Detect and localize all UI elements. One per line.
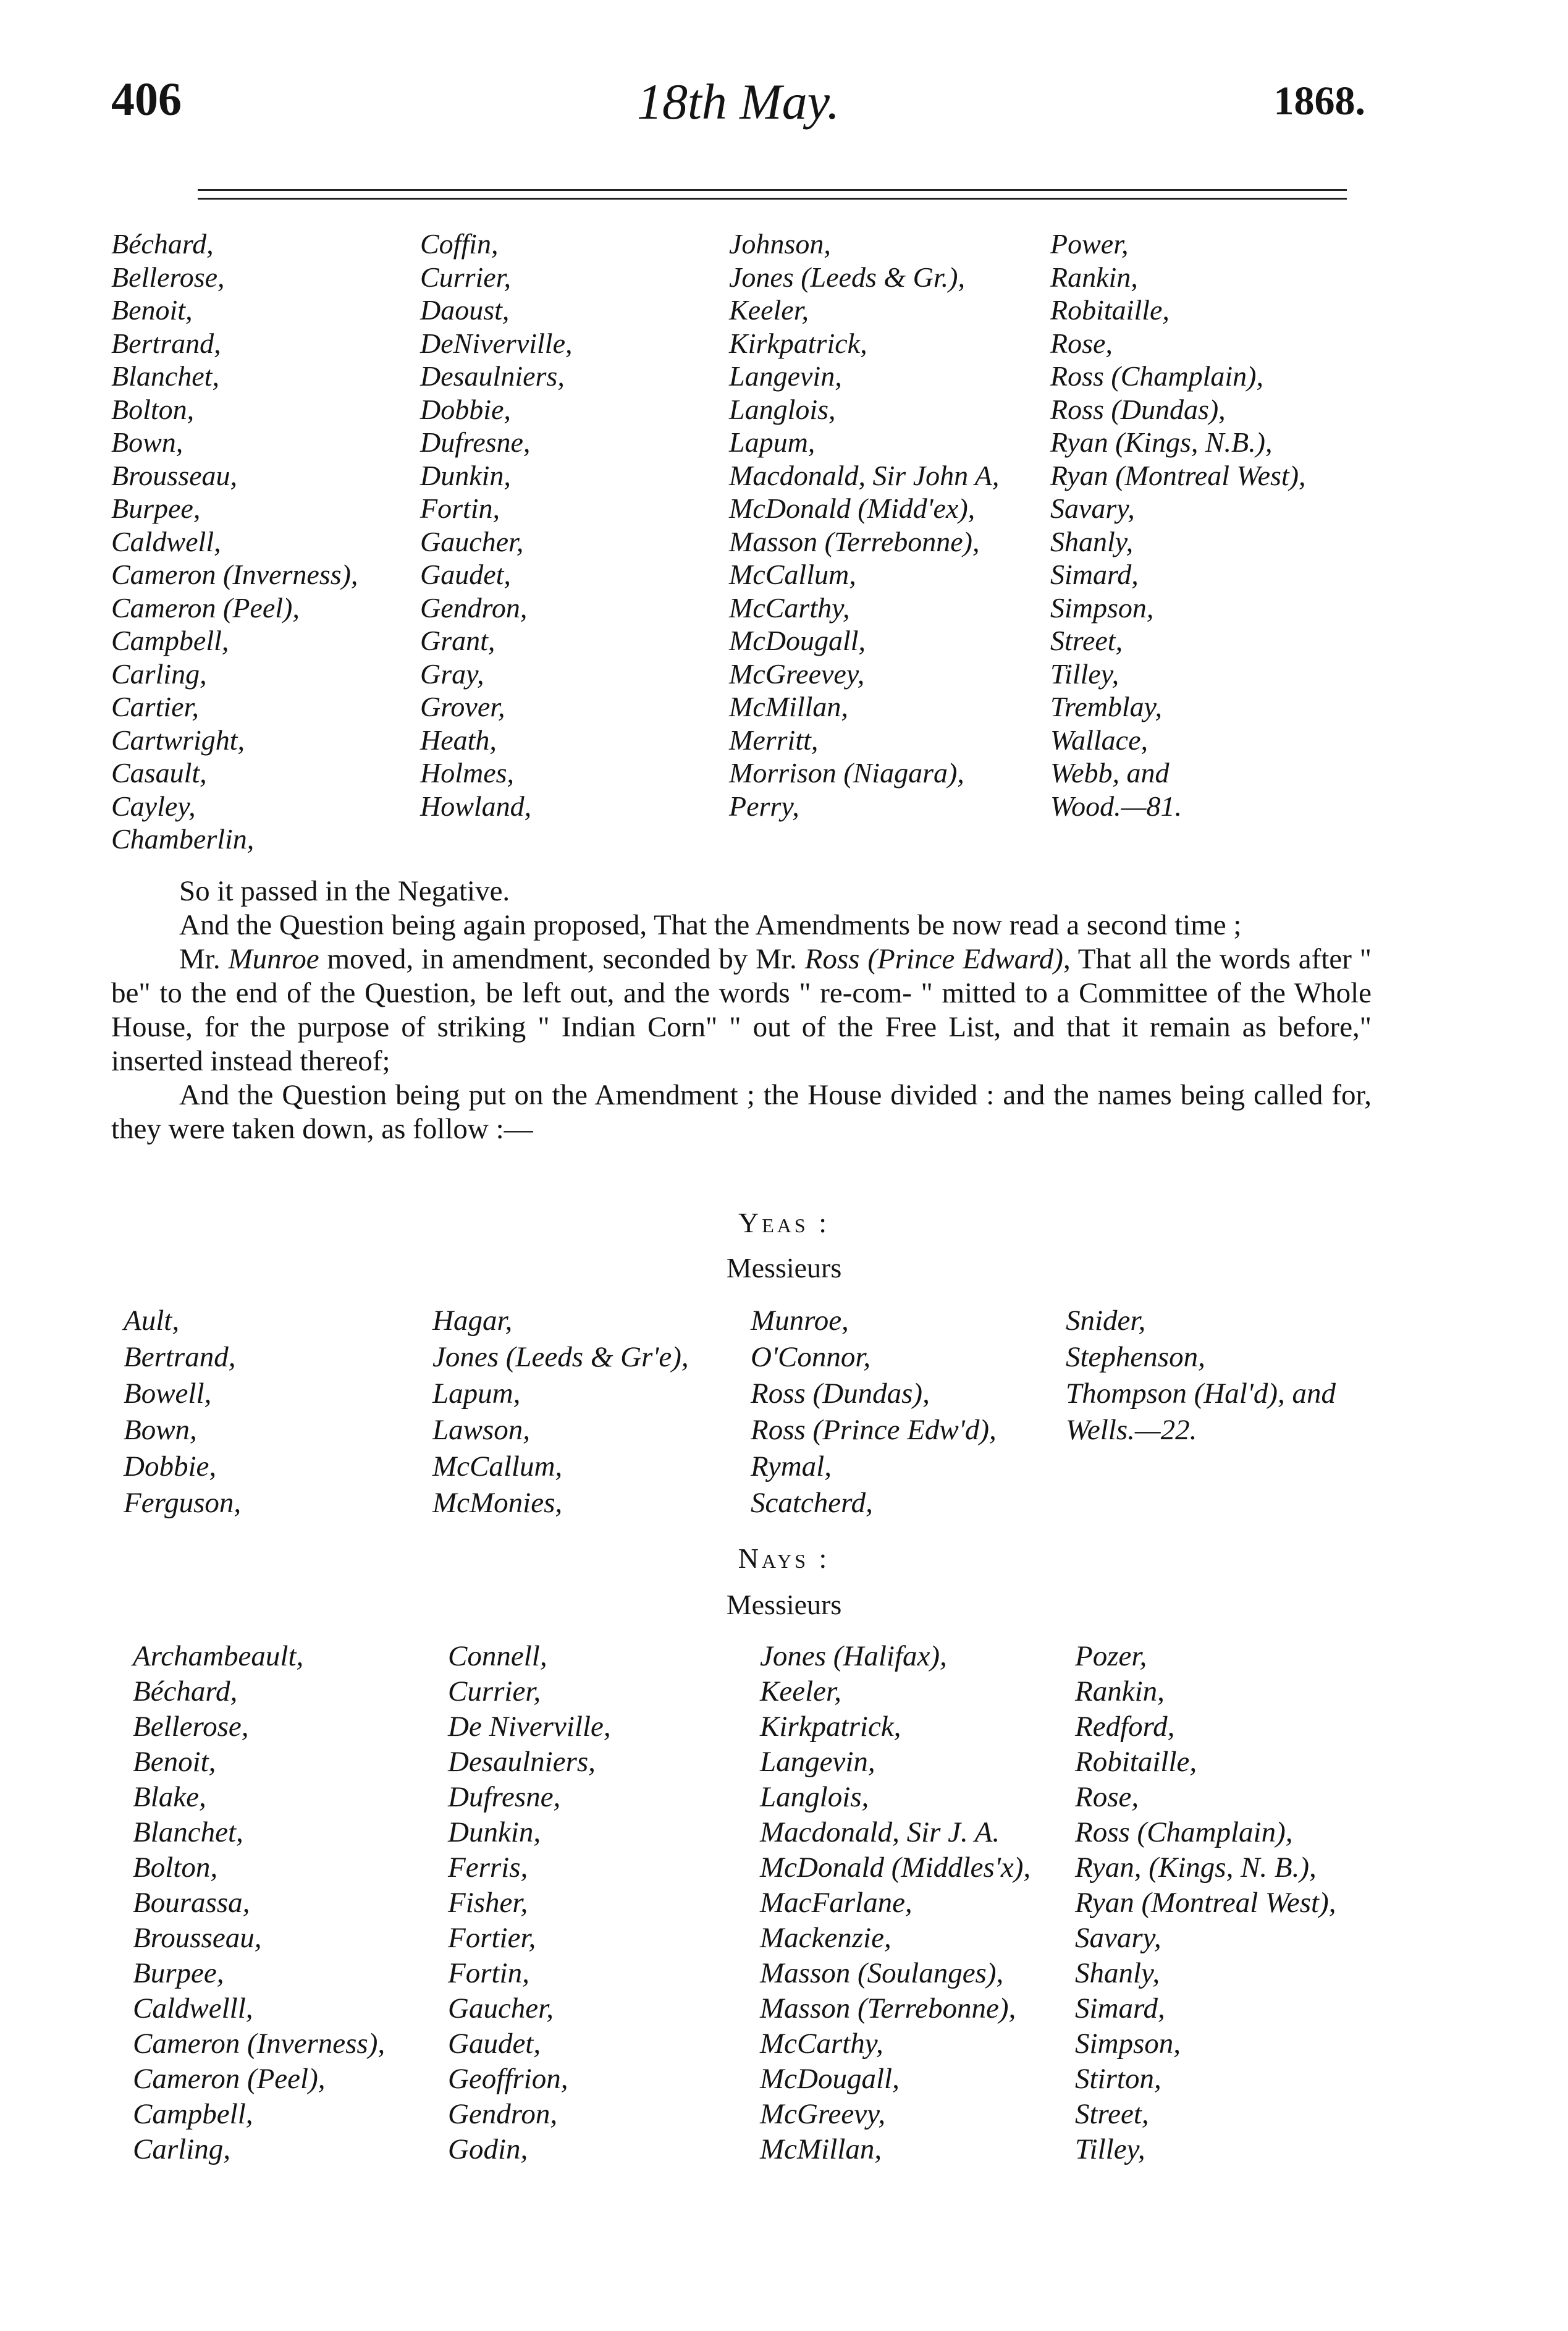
member-name: Dobbie,	[420, 393, 511, 425]
member-name: McCallum,	[432, 1450, 563, 1483]
member-name: Macdonald, Sir J. A.	[760, 1816, 1000, 1848]
member-name: Dobbie,	[124, 1450, 217, 1483]
member-name: Macdonald, Sir John A,	[729, 459, 1000, 491]
member-name: Ault,	[124, 1305, 180, 1337]
member-name: McMillan,	[729, 691, 848, 722]
member-name: Mackenzie,	[760, 1922, 891, 1954]
member-name: Bertrand,	[124, 1341, 236, 1373]
member-name: Ross (Champlain),	[1050, 360, 1263, 392]
seconder-name: Ross (Prince Edward)	[804, 943, 1063, 975]
nays-column-4	[1075, 1639, 1336, 2167]
member-name: Webb, and	[1050, 757, 1170, 789]
member-name: Wood.—81.	[1050, 790, 1182, 822]
member-name: Currier,	[420, 261, 511, 293]
member-name: McCallum,	[729, 559, 856, 590]
motion-text-c: , That all the words after " be" to the end of the Question, be left out, and the words " re-com- " mitted to a Committee of the Whole House, for the purpose of striking " Indian Corn" " out of the Free List, and that it remain as before," inserted instead thereof;	[111, 943, 1372, 1077]
yeas-column-4	[1066, 1303, 1336, 1449]
member-name: Ryan (Montreal West),	[1075, 1887, 1336, 1919]
member-name: Lawson,	[432, 1414, 531, 1446]
member-name: Munroe,	[751, 1305, 849, 1337]
header-rule-top	[198, 189, 1347, 191]
member-name: Simpson,	[1075, 2028, 1181, 2060]
member-name: Rankin,	[1075, 1675, 1165, 1707]
member-name: Gendron,	[420, 591, 528, 624]
nays-heading: Nays :	[738, 1542, 830, 1574]
member-name: Benoit,	[111, 294, 193, 326]
member-name: Robitaille,	[1050, 294, 1170, 326]
member-name: Shanly,	[1075, 1957, 1160, 1989]
member-name: Campbell,	[111, 625, 229, 656]
member-name: Simard,	[1075, 1992, 1165, 2024]
member-name: Grover,	[420, 691, 505, 722]
member-name: Kirkpatrick,	[760, 1711, 901, 1743]
member-name: Currier,	[448, 1675, 541, 1707]
member-name: Bellerose,	[133, 1711, 249, 1743]
member-name: Lapum,	[432, 1377, 521, 1410]
member-name: Rymal,	[751, 1450, 832, 1483]
member-name: Cayley,	[111, 790, 196, 822]
member-name: Connell,	[448, 1640, 547, 1672]
member-name: Redford,	[1075, 1711, 1175, 1743]
member-name: Savary,	[1075, 1922, 1161, 1954]
member-name: Tilley,	[1075, 2133, 1145, 2165]
member-name: McGreevy,	[760, 2098, 886, 2130]
member-name: Gray,	[420, 658, 484, 690]
member-name: Ryan (Montreal West),	[1050, 459, 1306, 491]
member-name: Morrison (Niagara),	[729, 757, 964, 789]
member-name: Street,	[1075, 2098, 1149, 2130]
member-name: Simard,	[1050, 559, 1139, 590]
member-name: McMonies,	[432, 1487, 563, 1519]
member-name: Masson (Terrebonne),	[760, 1992, 1016, 2024]
member-name: Ross (Dundas),	[1050, 393, 1226, 425]
member-name: Gaucher,	[420, 525, 524, 557]
member-name: McDougall,	[760, 2063, 900, 2095]
member-name: Cameron (Peel),	[111, 591, 300, 624]
member-name: Dunkin,	[448, 1816, 541, 1848]
yeas-column-1	[124, 1303, 241, 1521]
member-name: Daoust,	[420, 294, 510, 326]
member-name: Desaulniers,	[448, 1746, 596, 1778]
member-name: Tremblay,	[1050, 691, 1163, 722]
name-column-1	[111, 227, 358, 856]
member-name: Rose,	[1050, 327, 1113, 359]
page-number: 406	[111, 74, 182, 125]
member-name: Coffin,	[420, 228, 499, 260]
page-date-title: 18th May.	[637, 74, 840, 130]
member-name: Rankin,	[1050, 261, 1138, 293]
motion-text-a: Mr.	[179, 943, 229, 975]
member-name: Casault,	[111, 757, 207, 789]
member-name: Wells.—22.	[1066, 1414, 1197, 1446]
member-name: Godin,	[448, 2133, 528, 2165]
member-name: Bolton,	[111, 393, 195, 425]
member-name: Caldwell,	[111, 525, 221, 557]
member-name: Béchard,	[133, 1675, 238, 1707]
member-name: Langevin,	[760, 1746, 875, 1778]
member-name: Scatcherd,	[751, 1487, 873, 1519]
member-name: Gendron,	[448, 2098, 558, 2130]
member-name: Langlois,	[760, 1781, 869, 1813]
member-name: Cameron (Inverness),	[133, 2028, 386, 2060]
member-name: Blanchet,	[133, 1816, 243, 1848]
member-name: Keeler,	[760, 1675, 841, 1707]
member-name: Howland,	[420, 790, 532, 822]
member-name: Savary,	[1050, 493, 1135, 524]
member-name: MacFarlane,	[760, 1887, 913, 1919]
member-name: De Niverville,	[448, 1711, 611, 1743]
member-name: Dunkin,	[420, 459, 511, 491]
yeas-column-3	[751, 1303, 997, 1521]
member-name: Gaudet,	[420, 559, 511, 590]
member-name: Jones (Leeds & Gr'e),	[432, 1341, 689, 1373]
nays-column-2	[448, 1639, 611, 2167]
member-name: Béchard,	[111, 228, 214, 260]
name-column-4	[1050, 227, 1306, 823]
member-name: Dufresne,	[448, 1781, 561, 1813]
member-name: Ryan, (Kings, N. B.),	[1075, 1851, 1317, 1884]
member-name: Burpee,	[111, 493, 201, 524]
yeas-column-2	[432, 1303, 689, 1521]
member-name: Ryan (Kings, N.B.),	[1050, 426, 1273, 458]
page-header	[111, 73, 1365, 141]
member-name: Merritt,	[729, 724, 819, 756]
member-name: Stephenson,	[1066, 1341, 1205, 1373]
member-name: McGreevey,	[729, 658, 865, 690]
member-name: Bown,	[111, 426, 183, 458]
member-name: Wallace,	[1050, 724, 1148, 756]
amendment-motion	[111, 942, 1372, 1078]
member-name: Chamberlin,	[111, 823, 255, 855]
member-name: Holmes,	[420, 757, 515, 789]
member-name: Brousseau,	[111, 459, 238, 491]
member-name: Gaucher,	[448, 1992, 554, 2024]
nays-column-1	[133, 1639, 385, 2167]
member-name: Dufresne,	[420, 426, 531, 458]
member-name: Campbell,	[133, 2098, 253, 2130]
member-name: Fisher,	[448, 1887, 528, 1919]
member-name: Masson (Soulanges),	[760, 1957, 1004, 1989]
member-name: Langevin,	[729, 360, 842, 392]
member-name: McMillan,	[760, 2133, 882, 2165]
member-name: McDonald (Midd'ex),	[729, 493, 976, 524]
member-name: Bown,	[124, 1414, 197, 1446]
member-name: Blake,	[133, 1781, 206, 1813]
member-name: Bertrand,	[111, 327, 221, 359]
yeas-subheading: Messieurs	[726, 1252, 842, 1284]
negative-result: So it passed in the Negative.	[179, 875, 510, 907]
yeas-heading: Yeas :	[738, 1207, 830, 1238]
mover-name: Munroe	[228, 943, 319, 975]
member-name: Gaudet,	[448, 2028, 541, 2060]
member-name: McDougall,	[729, 625, 866, 656]
member-name: Rose,	[1075, 1781, 1139, 1813]
member-name: Cameron (Peel),	[133, 2063, 326, 2095]
nays-column-3	[760, 1639, 1031, 2167]
page-year: 1868.	[1273, 78, 1365, 124]
member-name: Hagar,	[432, 1305, 513, 1337]
member-name: Bellerose,	[111, 261, 225, 293]
member-name: Robitaille,	[1075, 1746, 1197, 1778]
member-name: Ross (Dundas),	[751, 1377, 930, 1410]
member-name: Masson (Terrebonne),	[729, 525, 980, 557]
proceedings-text	[111, 874, 1372, 1146]
member-name: McDonald (Middles'x),	[760, 1851, 1031, 1884]
member-name: Langlois,	[729, 393, 836, 425]
member-name: Grant,	[420, 625, 495, 656]
member-name: Jones (Halifax),	[760, 1640, 947, 1672]
header-rule-bottom	[198, 198, 1347, 200]
member-name: Fortier,	[448, 1922, 536, 1954]
member-name: Ferguson,	[124, 1487, 242, 1519]
member-name: Bourassa,	[133, 1887, 250, 1919]
member-name: Carling,	[111, 658, 207, 690]
member-name: Street,	[1050, 625, 1123, 656]
nays-subheading: Messieurs	[726, 1589, 842, 1620]
member-name: Snider,	[1066, 1305, 1146, 1337]
member-name: Tilley,	[1050, 658, 1119, 690]
name-column-3	[729, 227, 999, 823]
member-name: Lapum,	[729, 426, 816, 458]
member-name: Kirkpatrick,	[729, 327, 867, 359]
member-name: Ferris,	[448, 1851, 528, 1884]
member-name: Perry,	[729, 790, 799, 822]
member-name: Pozer,	[1075, 1640, 1147, 1672]
member-name: Heath,	[420, 724, 497, 756]
member-name: Johnson,	[729, 228, 831, 260]
member-name: Simpson,	[1050, 591, 1154, 624]
motion-text-b: moved, in amendment, seconded by Mr.	[319, 943, 805, 975]
member-name: Desaulniers,	[420, 360, 565, 392]
member-name: Shanly,	[1050, 525, 1134, 557]
member-name: Carling,	[133, 2133, 231, 2165]
member-name: Brousseau,	[133, 1922, 262, 1954]
member-name: Archambeault,	[133, 1640, 304, 1672]
division-statement: And the Question being put on the Amendment ; the House divided : and the names being called for, they were taken down, as follow :—	[111, 1079, 1372, 1145]
member-name: Keeler,	[729, 294, 809, 326]
member-name: McCarthy,	[729, 591, 850, 624]
member-name: Cartwright,	[111, 724, 245, 756]
member-name: Jones (Leeds & Gr.),	[729, 261, 965, 293]
member-name: Cameron (Inverness),	[111, 559, 358, 590]
member-name: Cartier,	[111, 691, 199, 722]
member-name: Thompson (Hal'd), and	[1066, 1377, 1336, 1410]
member-name: O'Connor,	[751, 1341, 871, 1373]
member-name: Stirton,	[1075, 2063, 1161, 2095]
member-name: DeNiverville,	[420, 327, 573, 359]
member-name: Burpee,	[133, 1957, 224, 1989]
member-name: Blanchet,	[111, 360, 219, 392]
member-name: Ross (Prince Edw'd),	[751, 1414, 997, 1446]
member-name: Fortin,	[420, 493, 500, 524]
member-name: Caldwelll,	[133, 1992, 253, 2024]
member-name: Bolton,	[133, 1851, 218, 1884]
member-name: Power,	[1050, 228, 1129, 260]
member-name: Ross (Champlain),	[1075, 1816, 1293, 1848]
name-column-2	[420, 227, 573, 823]
member-name: Geoffrion,	[448, 2063, 568, 2095]
question-proposed: And the Question being again proposed, That the Amendments be now read a second time ;	[179, 909, 1242, 941]
member-name: Fortin,	[448, 1957, 529, 1989]
member-name: Benoit,	[133, 1746, 216, 1778]
member-name: Bowell,	[124, 1377, 212, 1410]
member-name: McCarthy,	[760, 2028, 883, 2060]
